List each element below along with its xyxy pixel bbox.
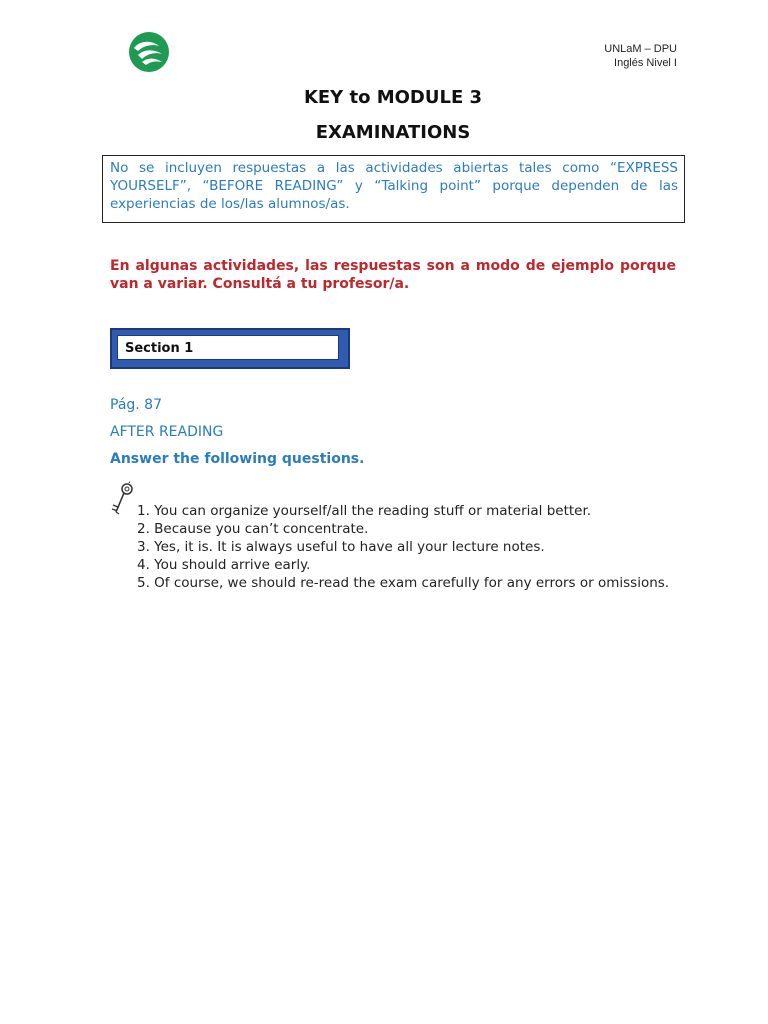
answer-item: 2. Because you can’t concentrate. — [137, 521, 369, 537]
answer-item: 5. Of course, we should re-read the exam carefully for any errors or omissions. — [137, 575, 670, 591]
answer-item: 3. Yes, it is. It is always useful to have all your lecture notes. — [137, 539, 545, 555]
teacher-note: En algunas actividades, las respuestas son a modo de ejemplo porque van a variar. Consultá a tu profesor/a. — [110, 258, 676, 292]
page-reference: Pág. 87 — [110, 397, 162, 413]
activity-title: AFTER READING — [110, 424, 224, 440]
answer-item: 4. You should arrive early. — [137, 557, 311, 573]
document-subtitle: EXAMINATIONS — [315, 122, 471, 143]
unlam-logo-icon — [126, 30, 172, 74]
answer-list — [137, 502, 676, 592]
section-banner — [110, 328, 350, 369]
answer-item: 1. You can organize yourself/all the reading stuff or material better. — [137, 503, 592, 519]
course-label: Inglés Nivel I — [614, 57, 677, 69]
activity-instruction: Answer the following questions. — [110, 451, 365, 467]
key-icon — [110, 481, 136, 517]
institution-label: UNLaM – DPU — [604, 43, 677, 55]
section-label-box — [117, 335, 339, 360]
section-label: Section 1 — [125, 341, 194, 356]
notice-box: No se incluyen respuestas a las actividades abiertas tales como “EXPRESS YOURSELF”, “BEFORE READING” y “Talking point” porque dependen de las experiencias de los/las alumnos/as. — [102, 155, 685, 223]
document-title: KEY to MODULE 3 — [303, 87, 483, 108]
document-header — [604, 42, 677, 70]
